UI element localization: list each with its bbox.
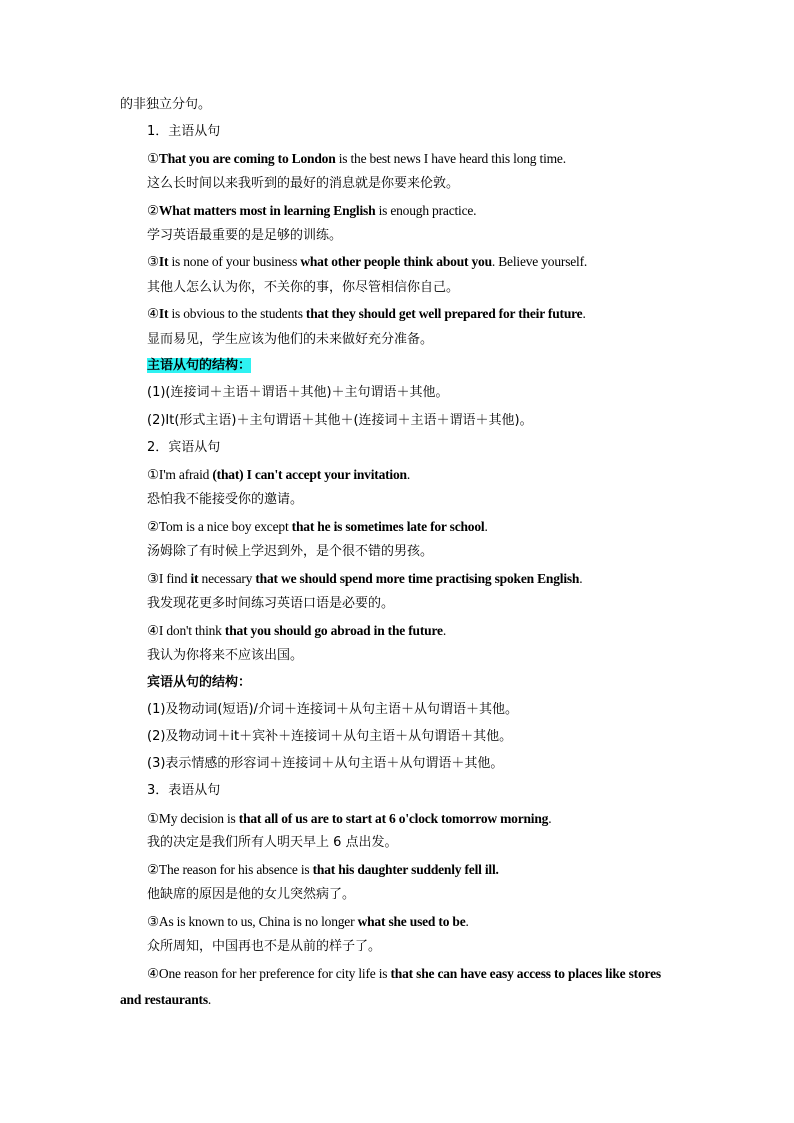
example-sentence: ④One reason for her preference for city life is that she can have easy access to places like stores and restaurants. [120, 966, 661, 1007]
example-translation: 我认为你将来不应该出国。 [147, 648, 304, 663]
example-translation: 学习英语最重要的是足够的训练。 [147, 228, 343, 243]
example-sentence: ②What matters most in learning English is enough practice. [147, 203, 477, 218]
example-sentence: ②Tom is a nice boy except that he is sometimes late for school. [147, 519, 488, 534]
intro-tail: 的非独立分句。 [120, 97, 212, 112]
example-sentence: ③I find it necessary that we should spend more time practising spoken English. [147, 571, 583, 586]
structure-rule: (3)表示情感的形容词＋连接词＋从句主语＋从句谓语＋其他。 [147, 756, 504, 771]
structure-rule: (1)(连接词＋主语＋谓语＋其他)＋主句谓语＋其他。 [147, 385, 449, 400]
example-translation: 其他人怎么认为你，不关你的事，你尽管相信你自己。 [147, 280, 460, 295]
example-sentence: ①My decision is that all of us are to start at 6 o'clock tomorrow morning. [147, 811, 552, 826]
example-sentence: ④I don't think that you should go abroad in the future. [147, 623, 446, 638]
example-translation: 我的决定是我们所有人明天早上 6 点出发。 [147, 835, 398, 850]
structure-heading: 宾语从句的结构： [147, 675, 252, 690]
example-sentence: ④It is obvious to the students that they should get well prepared for their future. [147, 306, 586, 321]
section-title-object-clause: 2．宾语从句 [147, 440, 221, 455]
example-sentence: ①That you are coming to London is the best news I have heard this long time. [147, 151, 566, 166]
structure-rule: (2)及物动词＋it＋宾补＋连接词＋从句主语＋从句谓语＋其他。 [147, 729, 513, 744]
structure-rule: (1)及物动词(短语)/介词＋连接词＋从句主语＋从句谓语＋其他。 [147, 702, 518, 717]
example-translation: 这么长时间以来我听到的最好的消息就是你要来伦敦。 [147, 176, 460, 191]
structure-rule: (2)It(形式主语)＋主句谓语＋其他＋(连接词＋主语＋谓语＋其他)。 [147, 413, 533, 428]
example-translation: 他缺席的原因是他的女儿突然病了。 [147, 887, 356, 902]
example-sentence: ②The reason for his absence is that his daughter suddenly fell ill. [147, 862, 499, 877]
section-title-subject-clause: 1．主语从句 [147, 124, 221, 139]
example-translation: 我发现花更多时间练习英语口语是必要的。 [147, 596, 395, 611]
example-sentence: ①I'm afraid (that) I can't accept your invitation. [147, 467, 411, 482]
example-translation: 汤姆除了有时候上学迟到外，是个很不错的男孩。 [147, 544, 434, 559]
example-sentence: ③It is none of your business what other people think about you. Believe yourself. [147, 254, 588, 269]
example-sentence: ③As is known to us, China is no longer what she used to be. [147, 914, 469, 929]
section-title-predicative-clause: 3．表语从句 [147, 783, 221, 798]
example-translation: 众所周知，中国再也不是从前的样子了。 [147, 939, 382, 954]
example-translation: 恐怕我不能接受你的邀请。 [147, 492, 304, 507]
example-translation: 显而易见，学生应该为他们的未来做好充分准备。 [147, 332, 434, 347]
structure-heading: 主语从句的结构： [147, 358, 252, 373]
